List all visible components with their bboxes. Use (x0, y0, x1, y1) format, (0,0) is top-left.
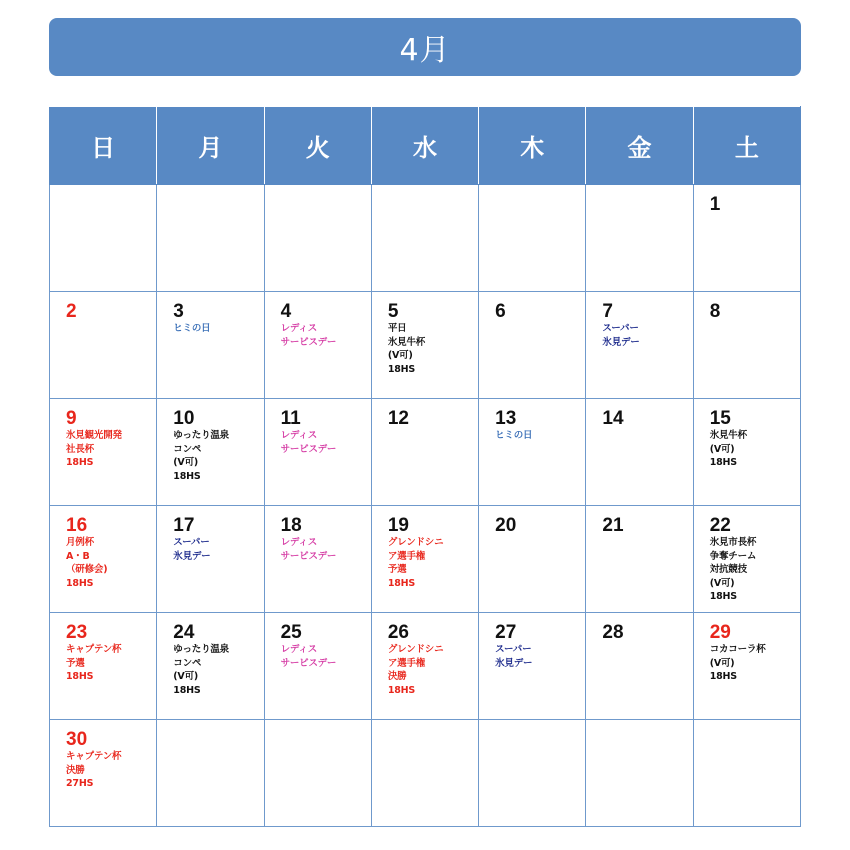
weekday-thu: 木 (479, 107, 586, 185)
day-cell[interactable] (50, 720, 157, 827)
empty-cell (479, 185, 586, 292)
weekday-fri: 金 (586, 107, 693, 185)
day-number: 12 (387, 408, 409, 429)
day-number: 11 (280, 408, 301, 429)
day-cell[interactable] (264, 613, 371, 720)
day-cell[interactable] (157, 292, 264, 399)
day-cell[interactable] (157, 613, 264, 720)
day-number: 18 (280, 515, 302, 536)
day-number: 5 (387, 301, 399, 322)
empty-cell (157, 185, 264, 292)
day-number: 17 (173, 515, 195, 536)
day-cell[interactable] (586, 292, 693, 399)
week-row (50, 292, 801, 399)
day-cell[interactable] (371, 613, 478, 720)
event-label: コカコーラ杯 (V可) 18HS (709, 644, 766, 683)
day-number: 26 (387, 622, 409, 643)
day-cell[interactable] (50, 292, 157, 399)
day-cell[interactable] (50, 506, 157, 613)
month-title-bar (49, 18, 801, 76)
event-label: ゆったり温泉 コンペ (V可) 18HS (173, 644, 229, 696)
day-cell[interactable] (479, 292, 586, 399)
month-title: 4月 (399, 33, 451, 68)
day-number: 10 (173, 408, 195, 429)
day-number: 24 (173, 622, 195, 643)
event-label: スーパー 氷見デー (602, 323, 640, 348)
empty-cell (264, 185, 371, 292)
day-number: 13 (495, 408, 517, 429)
day-cell[interactable] (371, 292, 478, 399)
empty-cell (371, 720, 478, 827)
day-cell[interactable] (586, 613, 693, 720)
week-row (50, 720, 801, 827)
event-label: キャプテン杯 決勝 27HS (66, 751, 122, 790)
day-number: 21 (602, 515, 624, 536)
day-cell[interactable] (371, 506, 478, 613)
empty-cell (157, 720, 264, 827)
empty-cell (586, 720, 693, 827)
day-cell[interactable] (264, 399, 371, 506)
day-cell[interactable] (693, 399, 800, 506)
day-number: 14 (602, 408, 624, 429)
event-label: レディス サービスデー (280, 430, 337, 455)
day-cell[interactable] (586, 399, 693, 506)
day-number: 25 (280, 622, 302, 643)
day-cell[interactable] (693, 292, 800, 399)
week-row (50, 399, 801, 506)
event-label: グレンドシニ ア選手権 決勝 18HS (387, 644, 444, 696)
week-row (50, 506, 801, 613)
day-cell[interactable] (157, 399, 264, 506)
event-label: 氷見牛杯 (V可) 18HS (709, 430, 747, 469)
event-label: 平日 氷見牛杯 (V可) 18HS (387, 323, 426, 375)
day-number: 15 (709, 408, 731, 429)
day-number: 28 (602, 622, 624, 643)
event-label: キャプテン杯 予選 18HS (66, 644, 122, 683)
day-number: 19 (387, 515, 409, 536)
calendar-grid (49, 106, 801, 827)
day-number: 7 (602, 301, 613, 322)
empty-cell (586, 185, 693, 292)
event-label: レディス サービスデー (280, 323, 337, 348)
day-number: 23 (66, 622, 88, 643)
day-cell[interactable] (50, 399, 157, 506)
event-label: グレンドシニ ア選手権 予選 18HS (387, 537, 444, 589)
day-cell[interactable] (479, 613, 586, 720)
day-cell[interactable] (371, 399, 478, 506)
day-cell[interactable] (479, 506, 586, 613)
day-cell[interactable] (157, 506, 264, 613)
weekday-tue: 火 (264, 107, 371, 185)
event-label: レディス サービスデー (280, 537, 337, 562)
day-number: 20 (495, 515, 517, 536)
day-number: 30 (66, 729, 88, 750)
day-number: 2 (66, 301, 77, 322)
week-row (50, 185, 801, 292)
day-number: 29 (709, 622, 731, 643)
weekday-sun: 日 (50, 107, 157, 185)
day-number: 4 (280, 301, 292, 322)
day-number: 1 (709, 194, 721, 215)
event-label: ゆったり温泉 コンペ (V可) 18HS (173, 430, 229, 482)
day-cell[interactable] (479, 399, 586, 506)
empty-cell (693, 720, 800, 827)
weekday-sat: 土 (693, 107, 800, 185)
day-cell[interactable] (586, 506, 693, 613)
day-cell[interactable] (50, 613, 157, 720)
week-row (50, 613, 801, 720)
day-number: 22 (709, 515, 731, 536)
weekday-header-row (50, 107, 801, 185)
day-cell[interactable] (693, 506, 800, 613)
day-number: 27 (495, 622, 517, 643)
day-number: 3 (173, 301, 184, 322)
empty-cell (50, 185, 157, 292)
empty-cell (479, 720, 586, 827)
day-number: 9 (66, 408, 77, 429)
event-label: 月例杯 A・B （研修会) 18HS (66, 537, 108, 589)
event-label: ヒミの日 (173, 323, 211, 334)
event-label: レディス サービスデー (280, 644, 337, 669)
event-label: スーパー 氷見デー (495, 644, 533, 669)
event-label: 氷見市長杯 争奪チーム 対抗競技 (V可) 18HS (709, 537, 757, 603)
event-label: スーパー 氷見デー (173, 537, 211, 562)
day-cell[interactable] (693, 185, 800, 292)
day-number: 8 (709, 301, 721, 322)
day-cell[interactable] (264, 292, 371, 399)
weekday-wed: 水 (371, 107, 478, 185)
empty-cell (371, 185, 478, 292)
day-number: 6 (495, 301, 506, 322)
event-label: 氷見観光開発 社長杯 18HS (66, 430, 122, 469)
day-cell[interactable] (264, 506, 371, 613)
weekday-mon: 月 (157, 107, 264, 185)
day-cell[interactable] (693, 613, 800, 720)
event-label: ヒミの日 (495, 430, 533, 441)
empty-cell (264, 720, 371, 827)
day-number: 16 (66, 515, 88, 536)
